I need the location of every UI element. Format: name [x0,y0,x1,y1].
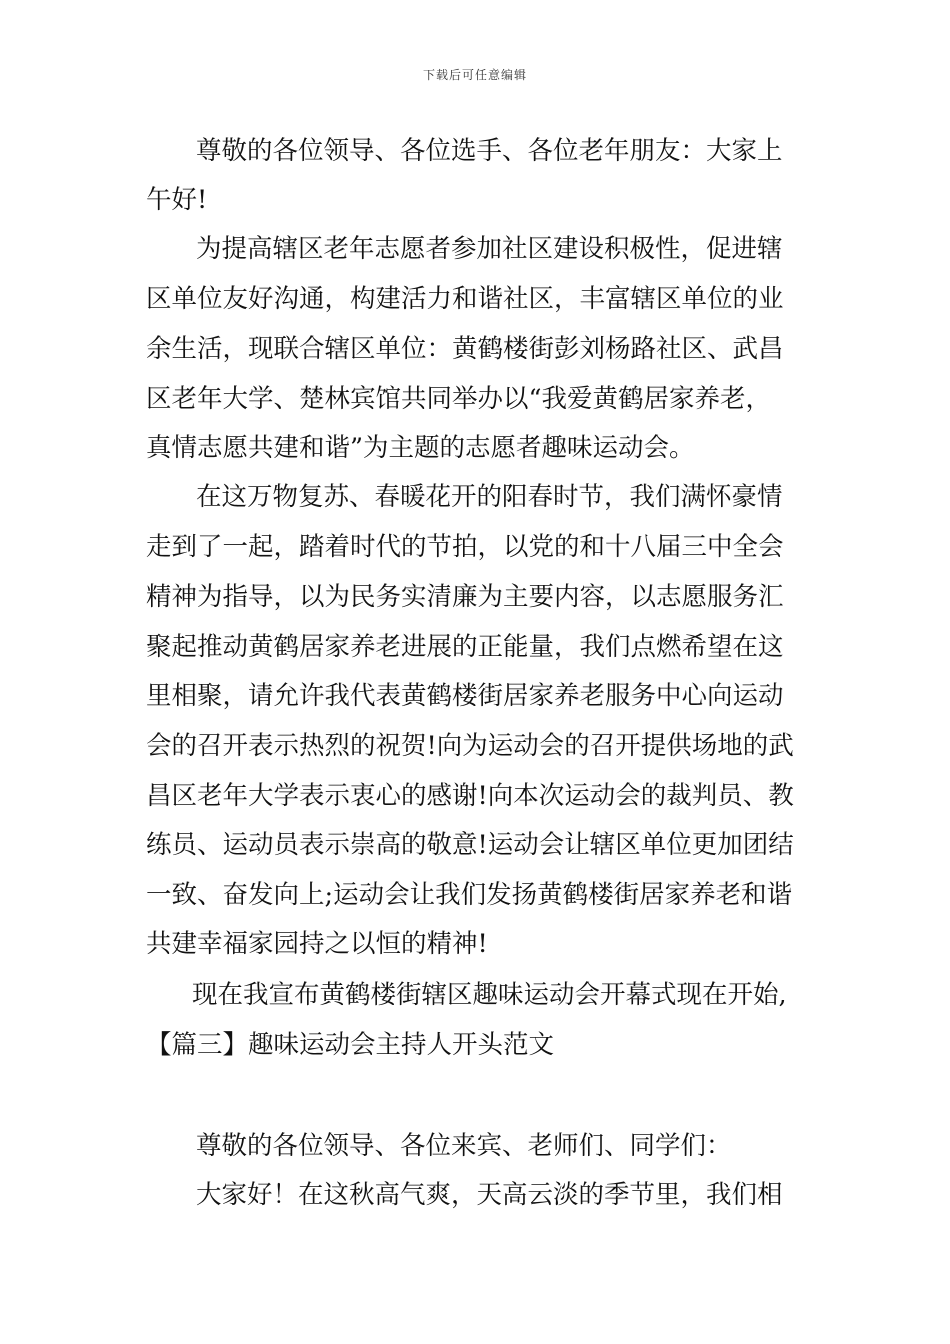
text-line-11: 聚起推动黄鹤居家养老进展的正能量，我们点燃希望在这 [146,632,784,662]
text-line-13: 会的召开表示热烈的祝贺!向为运动会的召开提供场地的武 [146,731,794,761]
text-line-4: 区单位友好沟通，构建活力和谐社区，丰富辖区单位的业 [146,284,784,314]
text-line-9: 走到了一起，踏着时代的节拍，以党的和十八届三中全会 [146,532,784,562]
text-line-2: 午好! [146,185,208,215]
text-line-20: 尊敬的各位领导、各位来宾、老师们、同学们： [196,1131,732,1161]
text-line-10: 精神为指导，以为民务实清廉为主要内容，以志愿服务汇 [146,582,784,612]
text-line-16: 一致、奋发向上;运动会让我们发扬黄鹤楼街居家养老和谐 [146,880,793,910]
text-line-6: 区老年大学、楚林宾馆共同举办以“我爱黄鹤居家养老， [146,384,772,414]
text-line-7: 真情志愿共建和谐”为主题的志愿者趣味运动会。 [146,433,695,463]
section-heading: 【篇三】趣味运动会主持人开头范文 [146,1030,555,1060]
text-line-15: 练员、运动员表示崇高的敬意!运动会让辖区单位更加团结 [146,830,794,860]
text-line-17: 共建幸福家园持之以恒的精神! [146,929,488,959]
text-line-14: 昌区老年大学表示衷心的感谢!向本次运动会的裁判员、教 [146,781,794,811]
text-line-8: 在这万物复苏、春暖花开的阳春时节，我们满怀豪情 [196,482,783,512]
text-line-18: 现在我宣布黄鹤楼街辖区趣味运动会开幕式现在开始, [192,980,787,1010]
header-note: 下载后可任意编辑 [422,68,527,82]
text-line-1: 尊敬的各位领导、各位选手、各位老年朋友：大家上 [196,136,783,166]
text-line-12: 里相聚，请允许我代表黄鹤楼街居家养老服务中心向运动 [146,681,784,711]
text-line-21: 大家好！在这秋高气爽，天高云淡的季节里，我们相 [196,1180,783,1210]
text-line-5: 余生活，现联合辖区单位：黄鹤楼街彭刘杨路社区、武昌 [146,334,784,364]
text-line-3: 为提高辖区老年志愿者参加社区建设积极性，促进辖 [196,234,783,264]
